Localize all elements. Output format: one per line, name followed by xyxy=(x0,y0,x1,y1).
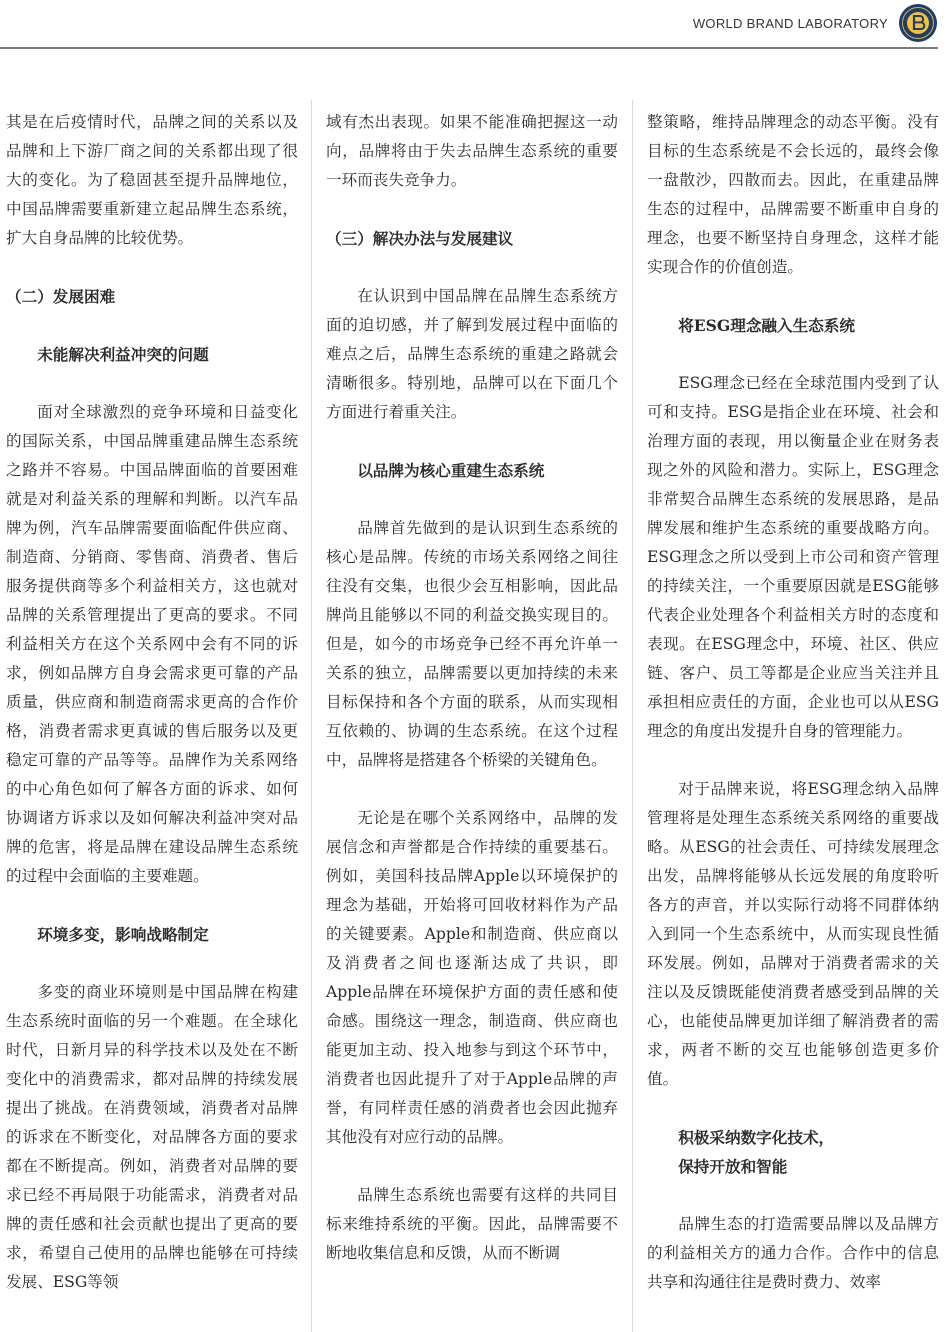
brand-name: WORLD BRAND LABORATORY xyxy=(692,16,888,31)
subsection-heading-line: 积极采纳数字化技术， xyxy=(678,1128,835,1147)
paragraph: 品牌生态系统也需要有这样的共同目标来维持系统的平衡。因此，品牌需要不断地收集信息和反馈，从而不断调 xyxy=(326,1186,618,1262)
paragraph: 其是在后疫情时代，品牌之间的关系以及品牌和上下游厂商之间的关系都出现了很大的变化。为了稳固甚至提升品牌地位，中国品牌需要重新建立起品牌生态系统，扩大自身品牌的比较优势。 xyxy=(6,113,298,247)
subsection-heading-line: 保持开放和智能 xyxy=(678,1157,788,1176)
paragraph: 整策略，维持品牌理念的动态平衡。没有目标的生态系统是不会长远的，最终会像一盘散沙，四散而去。因此，在重建品牌生态的过程中，品牌需要不断重申自身的理念，也要不断坚持自身理念，这样才能实现合作的价值创造。 xyxy=(647,113,939,276)
text-column-left xyxy=(6,108,298,1297)
paragraph: 多变的商业环境则是中国品牌在构建生态系统时面临的另一个难题。在全球化时代，日新月异的科学技术以及处在不断变化中的消费需求，都对品牌的持续发展提出了挑战。在消费领域，消费者对品牌的诉求在不断变化，对品牌各方面的要求都在不断提高。例如，消费者对品牌的要求已经不再局限于功能需求，消费者对品牌的责任感和社会贡献也提出了更高的要求，希望自己使用的品牌也能够在可持续发展、ESG等领 xyxy=(6,983,298,1291)
paragraph: 品牌生态的打造需要品牌以及品牌方的利益相关方的通力合作。合作中的信息共享和沟通往往是费时费力、效率 xyxy=(647,1215,939,1291)
subsection-heading xyxy=(647,1123,939,1181)
subsection-heading: 未能解决利益冲突的问题 xyxy=(37,345,209,364)
subsection-heading: 以品牌为核心重建生态系统 xyxy=(357,461,545,480)
paragraph: 品牌首先做到的是认识到生态系统的核心是品牌。传统的市场关系网络之间往往没有交集，也很少会互相影响，因此品牌尚且能够以不同的利益交换实现目的。但是，如今的市场竞争已经不再允许单一关系的独立，品牌需要以更加持续的未来目标保持和各个方面的联系，从而实现相互依赖的、协调的生态系统。在这个过程中，品牌将是搭建各个桥梁的关键角色。 xyxy=(326,519,618,769)
brand-logo xyxy=(898,3,938,43)
column-divider xyxy=(632,100,633,1332)
text-column-right xyxy=(647,108,939,1297)
text-column-middle xyxy=(326,108,618,1268)
paragraph: ESG理念已经在全球范围内受到了认可和支持。ESG是指企业在环境、社会和治理方面的表现，用以衡量企业在财务表现之外的风险和潜力。实际上，ESG理念非常契合品牌生态系统的发展思路，是品牌发展和维护生态系统的重要战略方向。ESG理念之所以受到上市公司和资产管理的持续关注，一个重要原因就是ESG能够代表企业处理各个利益相关方时的态度和表现。在ESG理念中，环境、社区、供应链、客户、员工等都是企业应当关注并且承担相应责任的方面，企业也可以从ESG理念的角度出发提升自身的管理能力。 xyxy=(647,374,939,740)
paragraph: 域有杰出表现。如果不能准确把握这一动向，品牌将由于失去品牌生态系统的重要一环而丧失竞争力。 xyxy=(326,113,618,189)
subsection-heading: 环境多变，影响战略制定 xyxy=(37,925,209,944)
paragraph: 无论是在哪个关系网络中，品牌的发展信念和声誉都是合作持续的重要基石。例如，美国科技品牌Apple以环境保护的理念为基础，开始将可回收材料作为产品的关键要素。Apple和制造商、供应商以及消费者之间也逐渐达成了共识，即Apple品牌在环境保护方面的责任感和使命感。围绕这一理念，制造商、供应商也能更加主动、投入地参与到这个环节中，消费者也因此提升了对于Apple品牌的声誉，有同样责任感的消费者也会因此抛弃其他没有对应行动的品牌。 xyxy=(326,809,618,1146)
paragraph: 在认识到中国品牌在品牌生态系统方面的迫切感，并了解到发展过程中面临的难点之后，品牌生态系统的重建之路就会清晰很多。特别地，品牌可以在下面几个方面进行着重关注。 xyxy=(326,287,618,421)
paragraph: 面对全球激烈的竞争环境和日益变化的国际关系，中国品牌重建品牌生态系统之路并不容易。中国品牌面临的首要困难就是对利益关系的理解和判断。以汽车品牌为例，汽车品牌需要面临配件供应商、制造商、分销商、零售商、消费者、售后服务提供商等多个利益相关方，这也就对品牌的关系管理提出了更高的要求。不同利益相关方在这个关系网中会有不同的诉求，例如品牌方自身会需求更可靠的产品质量，供应商和制造商需求更高的合作价格，消费者需求更真诚的售后服务以及更稳定可靠的产品等等。品牌作为关系网络的中心角色如何了解各方面的诉求、如何协调诸方诉求以及如何解决利益冲突对品牌的危害，将是品牌在建设品牌生态系统的过程中会面临的主要难题。 xyxy=(6,403,298,885)
header-rule xyxy=(0,47,938,49)
section-heading: （二）发展困难 xyxy=(6,287,116,306)
subsection-heading: 将ESG理念融入生态系统 xyxy=(678,316,855,335)
section-heading: （三）解决办法与发展建议 xyxy=(326,229,514,248)
paragraph: 对于品牌来说，将ESG理念纳入品牌管理将是处理生态系统关系网络的重要战略。从ESG的社会责任、可持续发展理念出发，品牌将能够从长远发展的角度聆听各方的声音，并以实际行动将不同群体纳入到同一个生态系统中，从而实现良性循环发展。例如，品牌对于消费者需求的关注以及反馈既能使消费者感受到品牌的关心，也能使品牌更加详细了解消费者的需求，两者不断的交互也能够创造更多价值。 xyxy=(647,780,939,1088)
column-divider xyxy=(311,100,312,1332)
page-header xyxy=(0,0,950,50)
